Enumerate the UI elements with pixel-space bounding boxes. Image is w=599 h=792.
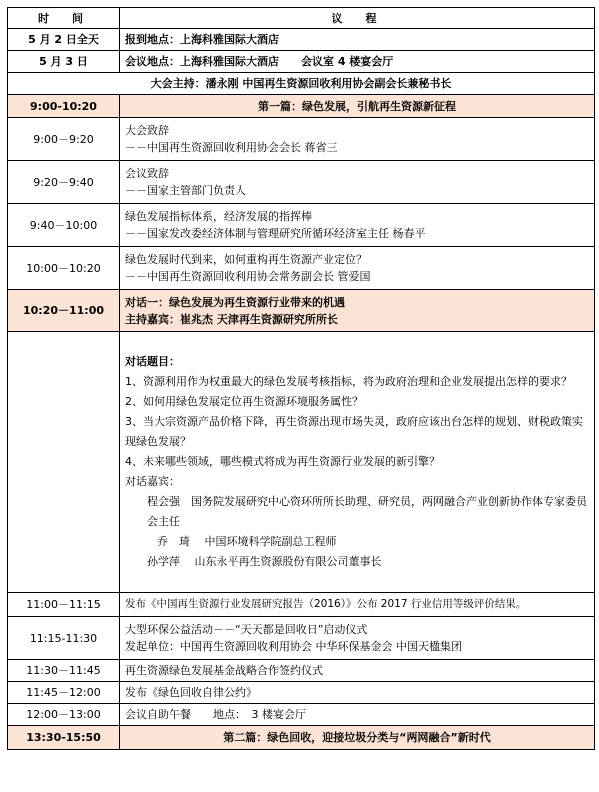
section-title: 第二篇：绿色回收，迎接垃圾分类与“两网融合”新时代 [120, 726, 595, 750]
agenda-row [8, 593, 595, 617]
row-time: 11:00－11:15 [8, 593, 120, 617]
row-title: 大型环保公益活动－－“天天都是回收日”启动仪式 [125, 623, 368, 636]
row-time: 9:00－9:20 [8, 118, 120, 161]
section-row [8, 95, 595, 118]
guests-title: 对话嘉宾： [125, 475, 180, 488]
row-time: 11:45－12:00 [8, 682, 120, 704]
agenda-row [8, 51, 595, 73]
row-content [120, 204, 595, 247]
row-content [120, 290, 595, 332]
table-header-row [8, 8, 595, 29]
row-time: 10:00－10:20 [8, 247, 120, 290]
row-content [120, 617, 595, 660]
agenda-row [8, 247, 595, 290]
row-content [120, 118, 595, 161]
row-time: 9:00-10:20 [8, 95, 120, 118]
row-time: 9:20－9:40 [8, 161, 120, 204]
topic-item: 2、如何用绿色发展定位再生资源环境服务属性？ [125, 395, 363, 408]
topics-title: 对话题目： [125, 355, 180, 368]
topic-item: 4、未来哪些领域，哪些模式将成为再生资源行业发展的新引擎？ [125, 455, 440, 468]
agenda-row [8, 682, 595, 704]
row-speaker: 发起单位：中国再生资源回收利用协会 中华环保基金会 中国天楹集团 [125, 640, 462, 653]
row-text: 再生资源绿色发展基金战略合作签约仪式 [120, 660, 595, 682]
row-time: 12:00－13:00 [8, 704, 120, 726]
row-content [120, 161, 595, 204]
row-title: 绿色发展指标体系，经济发展的指挥棒 [125, 210, 312, 223]
row-time-empty [8, 332, 120, 593]
dialogue-topics-row [8, 332, 595, 593]
row-title: 绿色发展时代到来，如何重构再生资源产业定位？ [125, 253, 367, 266]
row-time: 5 月 3 日 [8, 51, 120, 73]
agenda-row [8, 660, 595, 682]
row-text: 报到地点：上海科雅国际大酒店 [120, 29, 595, 51]
row-text: 会议自助午餐 地点： 3 楼宴会厅 [120, 704, 595, 726]
agenda-row [8, 118, 595, 161]
topic-item: 1、资源利用作为权重最大的绿色发展考核指标，将为政府治理和企业发展提出怎样的要求？ [125, 375, 572, 388]
header-time: 时 间 [8, 8, 120, 29]
row-time: 13:30-15:50 [8, 726, 120, 750]
row-time: 9:40－10:00 [8, 204, 120, 247]
row-title: 会议致辞 [125, 167, 169, 180]
row-speaker: －－国家主管部门负责人 [125, 184, 246, 197]
dialogue-host: 主持嘉宾：崔兆杰 天津再生资源研究所所长 [125, 312, 338, 326]
guest-item: 孙学萍 山东永平再生资源股份有限公司董事长 [147, 555, 382, 568]
agenda-row [8, 29, 595, 51]
dialogue-title: 对话一：绿色发展为再生资源行业带来的机遇 [125, 295, 345, 309]
host-text: 大会主持：潘永刚 中国再生资源回收利用协会副会长兼秘书长 [8, 73, 595, 95]
row-content [120, 247, 595, 290]
row-speaker: －－国家发改委经济体制与管理研究所循环经济室主任 杨春平 [125, 227, 426, 240]
row-text: 会议地点：上海科雅国际大酒店 会议室 4 楼宴会厅 [120, 51, 595, 73]
agenda-table [7, 7, 595, 750]
dialogue-row [8, 290, 595, 332]
guest-item: 程会强 国务院发展研究中心资环所所长助理、研究员，两网融合产业创新协作体专家委员会主任 [147, 495, 587, 528]
agenda-row [8, 704, 595, 726]
row-text: 发布《中国再生资源行业发展研究报告（2016）》公布 2017 行业信用等级评价结果。 [120, 593, 595, 617]
row-content [120, 332, 595, 593]
host-row [8, 73, 595, 95]
row-time: 11:30－11:45 [8, 660, 120, 682]
guest-item: 乔 琦 中国环境科学院副总工程师 [157, 535, 337, 548]
row-title: 大会致辞 [125, 124, 169, 137]
agenda-row [8, 617, 595, 660]
topic-item: 3、当大宗资源产品价格下降，再生资源出现市场失灵，政府应该出台怎样的规划、财税政策实现绿色发展？ [125, 415, 583, 448]
row-time: 11:15-11:30 [8, 617, 120, 660]
row-text: 发布《绿色回收自律公约》 [120, 682, 595, 704]
row-speaker: －－中国再生资源回收利用协会会长 蒋省三 [125, 141, 338, 154]
section-row [8, 726, 595, 750]
row-speaker: －－中国再生资源回收利用协会常务副会长 管爱国 [125, 270, 371, 283]
header-agenda: 议 程 [120, 8, 595, 29]
section-title: 第一篇：绿色发展，引航再生资源新征程 [120, 95, 595, 118]
agenda-row [8, 161, 595, 204]
row-time: 5 月 2 日全天 [8, 29, 120, 51]
agenda-row [8, 204, 595, 247]
row-time: 10:20－11:00 [8, 290, 120, 332]
